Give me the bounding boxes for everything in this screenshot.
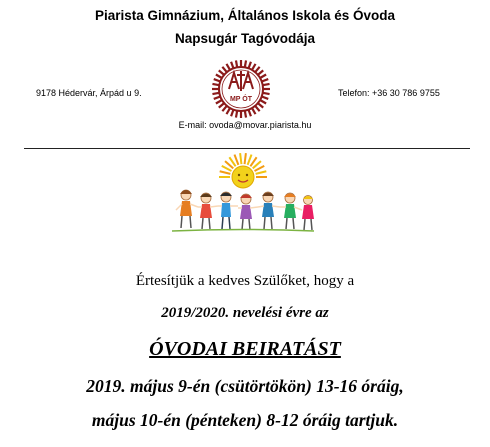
email-address: E-mail: ovoda@movar.piarista.hu (178, 120, 312, 130)
seal-ray (227, 64, 231, 70)
child-figure-7 (302, 196, 314, 231)
sun-ray (240, 153, 241, 164)
school-name: Piarista Gimnázium, Általános Iskola és Óvoda (94, 8, 396, 23)
seal-ray (260, 75, 266, 79)
seal-text: MP ÓT (229, 96, 253, 103)
child-figure-5 (258, 192, 280, 229)
announcement-school-year: 2019/2020. nevelési évre az (161, 305, 329, 321)
seal-ray (255, 67, 259, 72)
seal-ray (214, 97, 221, 99)
seal-ray (214, 79, 221, 81)
seal-ray (252, 64, 256, 70)
seal-ray (212, 93, 219, 94)
seal-ray (219, 70, 224, 74)
seal-ray (262, 79, 269, 81)
seal-ray (258, 70, 263, 74)
seal-ray (260, 100, 266, 104)
seal-ray (245, 60, 246, 67)
seal-ray (263, 84, 270, 85)
announcement-title (0, 338, 490, 361)
children-under-sun-drawing (168, 150, 318, 235)
phone-number: Telefon: +36 30 786 9755 (338, 88, 440, 98)
seal-ray (216, 100, 222, 104)
seal-ray (231, 110, 233, 117)
sun-ray (256, 171, 267, 174)
seal-ray (262, 97, 269, 99)
address: 9178 Hédervár, Árpád u 9. (36, 88, 142, 98)
seal-ray (249, 110, 251, 117)
seal-ray (216, 75, 222, 79)
announcement-intro: Értesítjük a kedves Szülőket, hogy a (135, 273, 355, 289)
sun-ray (245, 153, 246, 164)
seal-ray (212, 84, 219, 85)
child-figure-2 (198, 193, 218, 229)
child-figure-1 (176, 190, 198, 228)
child-figure-3 (218, 192, 238, 229)
seal-ray (249, 62, 251, 69)
seal-ray (227, 108, 231, 114)
seal-ray (245, 111, 246, 118)
child-figure-4 (238, 194, 258, 230)
seal-ray (252, 108, 256, 114)
announcement-title-text: ÓVODAI BEIRATÁST (149, 338, 341, 360)
child-figure-6 (280, 193, 302, 229)
header-divider (24, 148, 470, 149)
grass-line (172, 230, 314, 232)
sun-ray (248, 155, 252, 165)
announcement-date-1: 2019. május 9-én (csütörtökön) 13-16 óráig, (86, 376, 404, 396)
kindergarten-name: Napsugár Tagóvodája (174, 31, 316, 46)
seal-ray (263, 93, 270, 94)
sun-ray (220, 171, 231, 174)
seal-ray (219, 103, 224, 107)
seal-ray (222, 67, 226, 72)
seal-ray (231, 62, 233, 69)
sun-ray (234, 155, 238, 165)
sun-icon (219, 153, 267, 188)
seal-ray (255, 106, 259, 111)
announcement-date-2: május 10-én (pénteken) 8-12 óráig tartjuk. (91, 410, 399, 430)
seal-ray (258, 103, 263, 107)
seal-ray (236, 111, 237, 118)
seal-ray (236, 60, 237, 67)
seal-ray (222, 106, 226, 111)
piarist-seal-icon (210, 58, 272, 120)
